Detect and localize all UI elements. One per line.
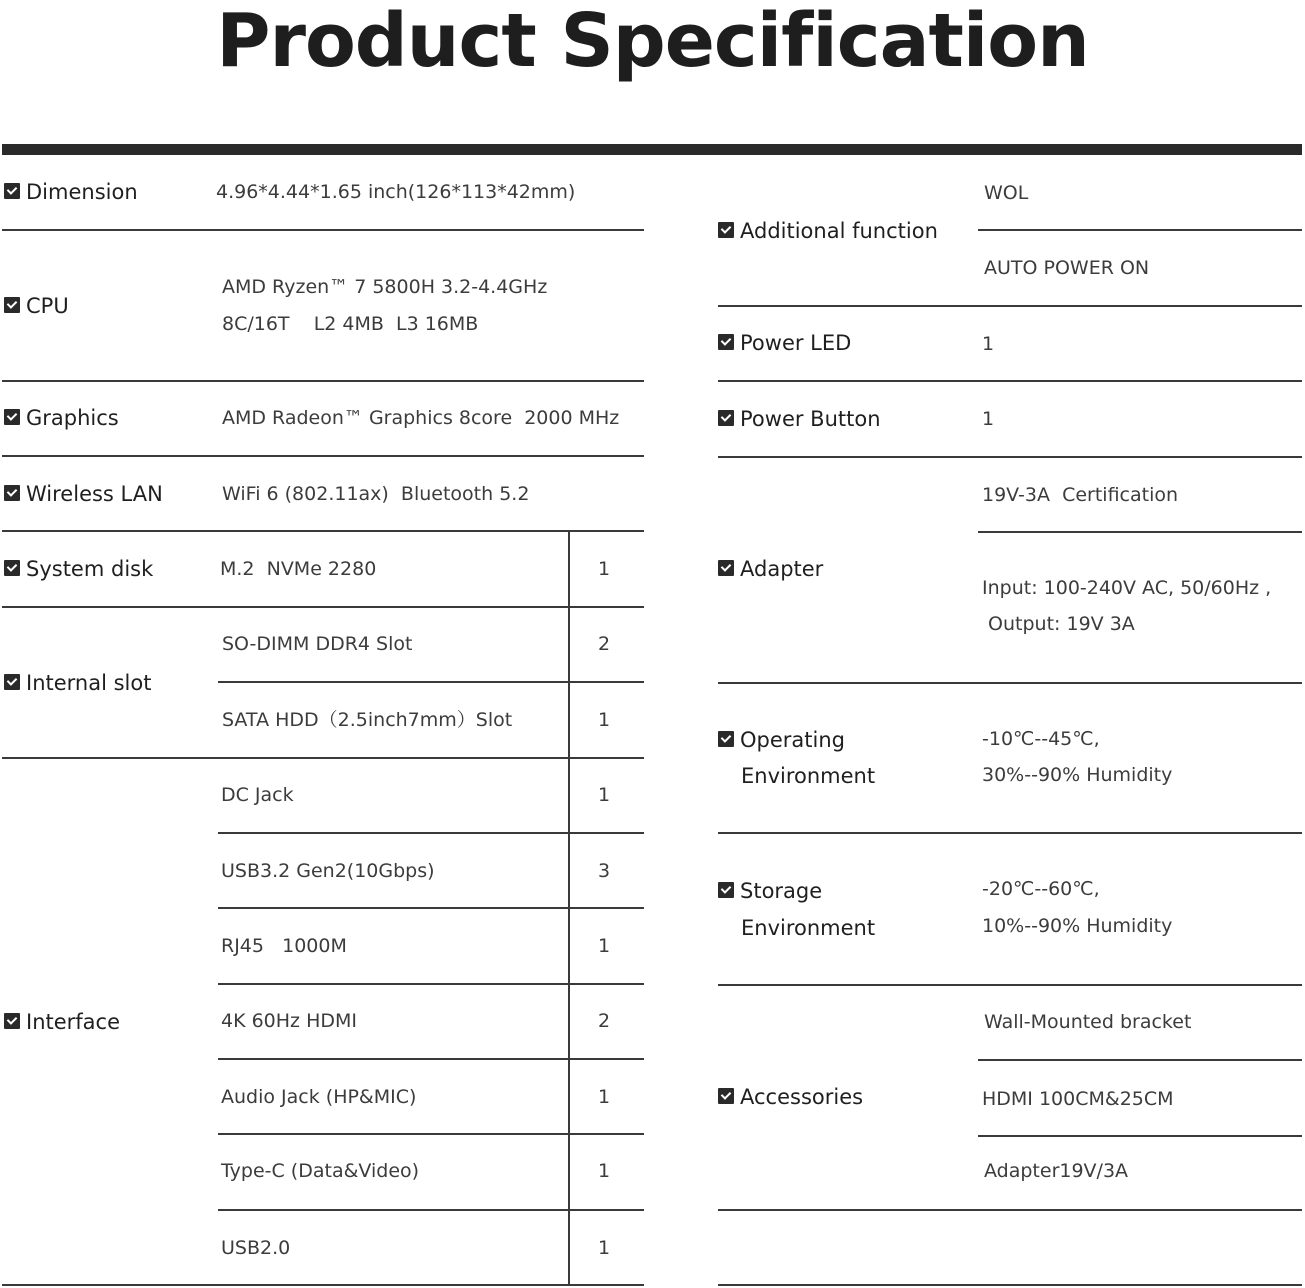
spec-label-power-button: Power Button bbox=[718, 405, 881, 433]
divider bbox=[218, 907, 644, 909]
spec-value-operating-environment: -10℃--45℃, bbox=[982, 728, 1100, 750]
checkbox-icon bbox=[4, 183, 20, 199]
divider bbox=[2, 757, 644, 759]
header-divider-bar bbox=[2, 144, 1302, 155]
checkbox-icon bbox=[4, 485, 20, 501]
spec-count-interface: 2 bbox=[597, 1010, 611, 1032]
divider bbox=[718, 832, 1302, 834]
divider bbox=[2, 380, 644, 382]
divider bbox=[2, 455, 644, 457]
spec-value-accessories: Wall-Mounted bracket bbox=[984, 1011, 1192, 1033]
spec-label-wireless: Wireless LAN bbox=[4, 480, 163, 508]
divider bbox=[218, 1209, 644, 1211]
spec-label-cpu: CPU bbox=[4, 292, 69, 320]
spec-value-interface: USB3.2 Gen2(10Gbps) bbox=[221, 860, 435, 882]
checkbox-icon bbox=[4, 297, 20, 313]
spec-label-internal-slot: Internal slot bbox=[4, 669, 151, 697]
spec-count-interface: 1 bbox=[597, 935, 611, 957]
spec-value-operating-environment: 30%--90% Humidity bbox=[982, 764, 1173, 786]
spec-value-adapter-line3: Output: 19V 3A bbox=[982, 613, 1135, 635]
checkbox-icon bbox=[4, 409, 20, 425]
spec-value-internal-slot: SO-DIMM DDR4 Slot bbox=[222, 633, 413, 655]
divider bbox=[218, 983, 644, 985]
spec-count-interface: 1 bbox=[597, 1160, 611, 1182]
divider bbox=[718, 1209, 1302, 1211]
spec-label-power-led: Power LED bbox=[718, 329, 851, 357]
checkbox-icon bbox=[4, 560, 20, 576]
checkbox-icon bbox=[718, 1088, 734, 1104]
spec-value-accessories: HDMI 100CM&25CM bbox=[982, 1088, 1174, 1110]
spec-value-accessories: Adapter19V/3A bbox=[984, 1160, 1129, 1182]
checkbox-icon bbox=[718, 334, 734, 350]
spec-count-interface: 1 bbox=[597, 1086, 611, 1108]
spec-count-internal-slot: 2 bbox=[597, 633, 611, 655]
spec-label-storage-environment-line2: Environment bbox=[741, 916, 876, 940]
spec-value-internal-slot: SATA HDD（2.5inch7mm）Slot bbox=[222, 709, 513, 731]
spec-value-additional-function: AUTO POWER ON bbox=[984, 257, 1150, 279]
spec-count-interface: 1 bbox=[597, 784, 611, 806]
spec-label-graphics: Graphics bbox=[4, 404, 119, 432]
spec-value-interface: RJ45 1000M bbox=[221, 935, 347, 957]
checkbox-icon bbox=[718, 882, 734, 898]
checkbox-icon bbox=[718, 222, 734, 238]
spec-value-storage-environment: -20℃--60℃, bbox=[982, 878, 1100, 900]
spec-label-interface: Interface bbox=[4, 1008, 120, 1036]
checkbox-icon bbox=[4, 674, 20, 690]
spec-value-graphics: AMD Radeon™ Graphics 8core 2000 MHz bbox=[222, 407, 620, 429]
spec-value-cpu-line2: 8C/16T L2 4MB L3 16MB bbox=[222, 313, 479, 335]
divider bbox=[718, 380, 1302, 382]
spec-value-storage-environment: 10%--90% Humidity bbox=[982, 915, 1173, 937]
page-title: Product Specification bbox=[216, 0, 1089, 84]
spec-count-interface: 3 bbox=[597, 860, 611, 882]
divider bbox=[2, 606, 644, 608]
divider bbox=[718, 682, 1302, 684]
spec-label-storage-environment: Storage bbox=[718, 877, 822, 905]
spec-value-adapter-line2: Input: 100-240V AC, 50/60Hz , bbox=[982, 577, 1272, 599]
divider bbox=[978, 531, 1302, 533]
spec-value-interface: Type-C (Data&Video) bbox=[221, 1160, 420, 1182]
spec-label-dimension: Dimension bbox=[4, 178, 138, 206]
spec-value-dimension: 4.96*4.44*1.65 inch(126*113*42mm) bbox=[216, 181, 576, 203]
spec-label-system-disk: System disk bbox=[4, 555, 153, 583]
spec-value-cpu-line1: AMD Ryzen™ 7 5800H 3.2-4.4GHz bbox=[222, 276, 548, 298]
spec-label-operating-environment: Operating bbox=[718, 726, 845, 754]
spec-label-adapter: Adapter bbox=[718, 555, 823, 583]
divider bbox=[218, 1133, 644, 1135]
spec-count-internal-slot: 1 bbox=[597, 709, 611, 731]
divider bbox=[978, 1059, 1302, 1061]
checkbox-icon bbox=[718, 731, 734, 747]
spec-count-system-disk: 1 bbox=[597, 558, 611, 580]
checkbox-icon bbox=[718, 560, 734, 576]
spec-value-interface: 4K 60Hz HDMI bbox=[221, 1010, 357, 1032]
spec-value-interface: DC Jack bbox=[221, 784, 294, 806]
divider bbox=[2, 229, 644, 231]
spec-value-system-disk: M.2 NVMe 2280 bbox=[220, 558, 377, 580]
divider bbox=[218, 1058, 644, 1060]
spec-label-operating-environment-line2: Environment bbox=[741, 764, 876, 788]
divider bbox=[718, 984, 1302, 986]
checkbox-icon bbox=[4, 1013, 20, 1029]
divider bbox=[978, 229, 1302, 231]
divider bbox=[218, 832, 644, 834]
checkbox-icon bbox=[718, 410, 734, 426]
spec-value-power-button: 1 bbox=[982, 408, 995, 430]
divider bbox=[718, 456, 1302, 458]
spec-value-wireless: WiFi 6 (802.11ax) Bluetooth 5.2 bbox=[222, 483, 530, 505]
spec-label-additional-function: Additional function bbox=[718, 217, 938, 245]
divider bbox=[718, 305, 1302, 307]
spec-label-accessories: Accessories bbox=[718, 1083, 863, 1111]
spec-value-interface: Audio Jack (HP&MIC) bbox=[221, 1086, 417, 1108]
spec-value-power-led: 1 bbox=[982, 333, 995, 355]
divider bbox=[2, 530, 644, 532]
column-divider bbox=[568, 531, 570, 1285]
divider bbox=[978, 1135, 1302, 1137]
spec-value-additional-function: WOL bbox=[984, 182, 1029, 204]
divider bbox=[718, 1284, 1302, 1286]
divider bbox=[2, 1284, 644, 1286]
divider bbox=[218, 681, 644, 683]
spec-value-interface: USB2.0 bbox=[221, 1237, 291, 1259]
spec-value-adapter-line1: 19V-3A Certification bbox=[982, 484, 1179, 506]
spec-count-interface: 1 bbox=[597, 1237, 611, 1259]
